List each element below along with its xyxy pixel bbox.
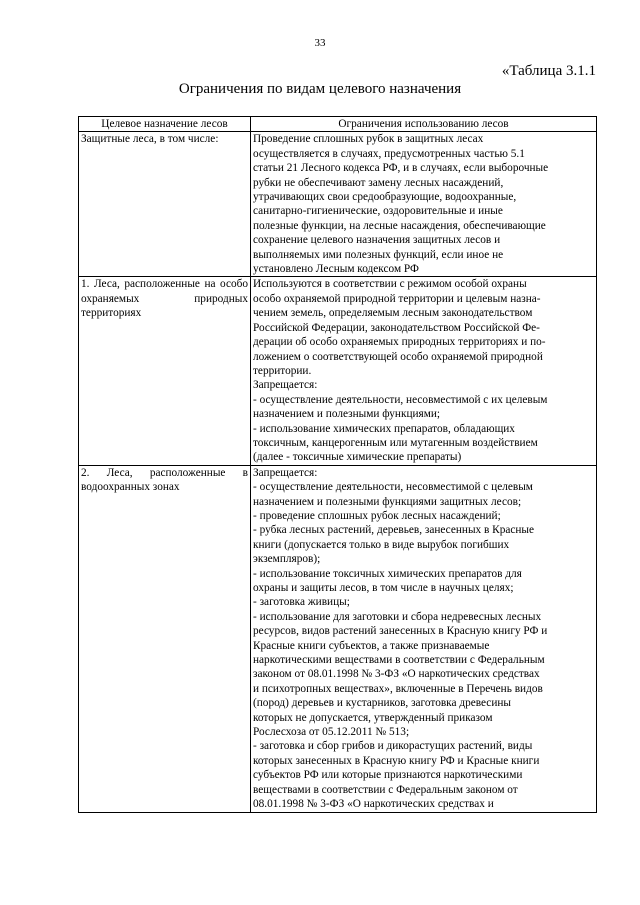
table-body — [79, 132, 597, 812]
purpose-cell: Защитные леса, в том числе: — [79, 132, 251, 277]
restriction-cell — [251, 132, 597, 277]
restriction-line: назначением и полезными функциями защитных лесов; — [253, 495, 522, 508]
restriction-line: - использование химических препаратов, обладающих — [253, 422, 515, 435]
restriction-line: Рослесхоза от 05.12.2011 № 513; — [253, 726, 410, 739]
restriction-line: субъектов РФ или которые признаются наркотическими — [253, 769, 523, 782]
restriction-line: - проведение сплошных рубок лесных насаждений; — [253, 509, 501, 522]
restriction-line: и психотропных веществах», включенные в Перечень видов — [253, 682, 543, 695]
restriction-line: - заготовка и сбор грибов и дикорастущих растений, виды — [253, 740, 533, 753]
column-header-purpose: Целевое назначение лесов — [79, 117, 251, 132]
restriction-line: (далее - токсичные химические препараты) — [253, 451, 462, 464]
restriction-line: книги (допускается только в виде вырубок погибших — [253, 538, 510, 551]
table-row — [79, 465, 597, 812]
restriction-line: Российской Федерации, законодательством Российской Фе- — [253, 321, 540, 334]
restriction-line: дерации об особо охраняемых природных территориях и по- — [253, 336, 546, 349]
restrictions-table — [78, 116, 597, 813]
restriction-line: Используются в соответствии с режимом особой охраны — [253, 278, 527, 291]
restriction-line: выполняемых ими полезных функций, если иное не — [253, 248, 504, 261]
restriction-line: Запрещается: — [253, 379, 318, 392]
purpose-cell: 1. Леса, расположенные на особо охраняемых природных территориях — [79, 277, 251, 465]
restriction-line: особо охраняемой природной территории и целевым назна- — [253, 292, 541, 305]
restriction-line: санитарно-гигиенические, оздоровительные и иные — [253, 205, 503, 218]
restriction-line: рубки не обеспечивают замену лесных насаждений, — [253, 176, 504, 189]
restriction-line: ресурсов, видов растений занесенных в Красную книгу РФ и — [253, 625, 548, 638]
restriction-line: Красные книги субъектов, а также признаваемые — [253, 639, 490, 652]
restriction-line: статьи 21 Лесного кодекса РФ, и в случаях, если выборочные — [253, 162, 549, 175]
restriction-line: - использование токсичных химических препаратов для — [253, 567, 522, 580]
restriction-line: 08.01.1998 № 3-ФЗ «О наркотических средствах и — [253, 798, 494, 811]
restriction-cell — [251, 465, 597, 812]
table-row — [79, 277, 597, 465]
table-title: Ограничения по видам целевого назначения — [178, 81, 462, 97]
restriction-line: полезные функции, на лесные насаждения, обеспечивающие — [253, 219, 546, 232]
restriction-line: веществами в соответствии с Федеральным законом от — [253, 783, 518, 796]
restriction-line: наркотическими веществами в соответствии с Федеральным — [253, 654, 545, 667]
purpose-cell: 2. Леса, расположенные в водоохранных зонах — [79, 465, 251, 812]
restriction-line: (пород) деревьев и кустарников, заготовка древесины — [253, 697, 512, 710]
page-number: 33 — [314, 37, 326, 49]
column-header-restrictions: Ограничения использованию лесов — [251, 117, 597, 132]
restriction-line: экземпляров); — [253, 553, 321, 566]
restriction-line: утрачивающих свои средообразующие, водоохранные, — [253, 191, 517, 204]
restriction-line: территории. — [253, 364, 312, 377]
restriction-line: законом от 08.01.1998 № 3-ФЗ «О наркотических средствах — [253, 668, 540, 681]
restriction-line: - использование для заготовки и сбора недревесных лесных — [253, 610, 542, 623]
restriction-line: Проведение сплошных рубок в защитных лесах — [253, 133, 484, 146]
restriction-line: - рубка лесных растений, деревьев, занесенных в Красные — [253, 524, 535, 537]
table-reference: «Таблица 3.1.1 — [501, 63, 596, 79]
restriction-line: охраны и защиты лесов, в том числе в научных целях; — [253, 582, 514, 594]
restriction-line: токсичным, канцерогенным или мутагенным воздействием — [253, 436, 538, 449]
restriction-line: - заготовка живицы; — [253, 596, 350, 609]
restriction-line: которых не допускается, утвержденный приказом — [253, 711, 493, 724]
table-header-row — [79, 117, 597, 132]
restriction-line: осуществляется в случаях, предусмотренных частью 5.1 — [253, 147, 525, 160]
restriction-line: Запрещается: — [253, 466, 318, 479]
restriction-line: сохранение целевого назначения защитных лесов и — [253, 234, 501, 247]
restriction-line: установлено Лесным кодексом РФ — [253, 263, 419, 276]
table-row — [79, 132, 597, 277]
restriction-cell — [251, 277, 597, 465]
restriction-line: - осуществление деятельности, несовместимой с целевым — [253, 481, 533, 494]
restriction-line: - осуществление деятельности, несовместимой с их целевым — [253, 393, 548, 406]
restriction-line: назначением и полезными функциями; — [253, 408, 441, 421]
restriction-line: ложением о соответствующей особо охраняемой природной — [253, 350, 543, 363]
restriction-line: чением земель, определяемым лесным законодательством — [253, 307, 533, 320]
restriction-line: которых занесенных в Красную книгу РФ и Красные книги — [253, 754, 540, 767]
